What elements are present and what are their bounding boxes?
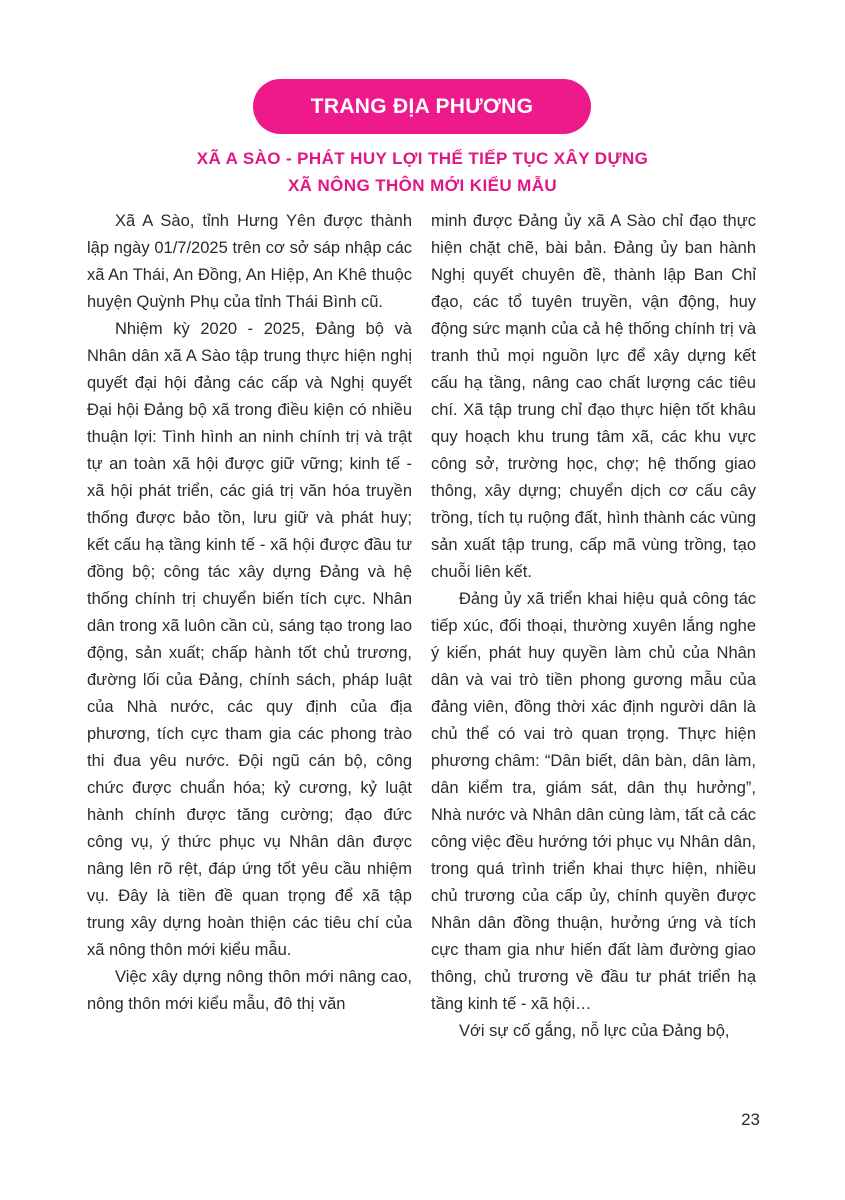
paragraph: Nhiệm kỳ 2020 - 2025, Đảng bộ và Nhân dân xã A Sào tập trung thực hiện nghị quyết đại hội đảng các cấp và Nghị quyết Đại hội Đảng bộ xã trong điều kiện có nhiều thuận lợi: Tình hình an ninh chính trị và trật tự an toàn xã hội được giữ vững; kinh tế - xã hội phát triển, các giá trị văn hóa truyền thống được bảo tồn, lưu giữ và phát huy; kết cấu hạ tầng kinh tế - xã hội được đầu tư đồng bộ; công tác xây dựng Đảng và hệ thống chính trị chuyển biến tích cực. Nhân dân trong xã luôn cần cù, sáng tạo trong lao động, sản xuất; chấp hành tốt chủ trương, đường lối của Đảng, chính sách, pháp luật của Nhà nước, các quy định của địa phương, tích cực tham gia các phong trào thi đua yêu nước. Đội ngũ cán bộ, công chức được chuẩn hóa; kỷ cương, kỷ luật hành chính được tăng cường; đạo đức công vụ, ý thức phục vụ Nhân dân được nâng lên rõ rệt, đáp ứng tốt yêu cầu nhiệm vụ. Đây là tiền đề quan trọng để xã tập trung xây dựng hoàn thiện các tiêu chí của xã nông thôn mới kiểu mẫu. <box>87 320 412 959</box>
right-column <box>431 208 756 1045</box>
article-title-line-2: XÃ NÔNG THÔN MỚI KIỂU MẪU <box>287 176 558 195</box>
section-label: TRANG ĐỊA PHƯƠNG <box>310 94 534 118</box>
section-banner <box>253 79 591 134</box>
paragraph: Xã A Sào, tỉnh Hưng Yên được thành lập ngày 01/7/2025 trên cơ sở sáp nhập các xã An Thái, An Đồng, An Hiệp, An Khê thuộc huyện Quỳnh Phụ của tỉnh Thái Bình cũ. <box>87 212 412 311</box>
paragraph: Với sự cố gắng, nỗ lực của Đảng bộ, <box>459 1022 730 1040</box>
paragraph: minh được Đảng ủy xã A Sào chỉ đạo thực hiện chặt chẽ, bài bản. Đảng ủy ban hành Nghị quyết chuyên đề, thành lập Ban Chỉ đạo, các tổ tuyên truyền, vận động, huy động sức mạnh của cả hệ thống chính trị và tranh thủ mọi nguồn lực để xây dựng kết cấu hạ tầng, nâng cao chất lượng các tiêu chí. Xã tập trung chỉ đạo thực hiện tốt khâu quy hoạch khu trung tâm xã, các khu vực công sở, trường học, chợ; hệ thống giao thông, xây dựng; chuyển dịch cơ cấu cây trồng, tích tụ ruộng đất, hình thành các vùng sản xuất tập trung, cấp mã vùng trồng, tạo chuỗi liên kết. <box>431 212 756 581</box>
article-title-line-1: XÃ A SÀO - PHÁT HUY LỢI THẾ TIẾP TỤC XÂY DỰNG <box>196 149 649 168</box>
paragraph: Việc xây dựng nông thôn mới nâng cao, nông thôn mới kiểu mẫu, đô thị văn <box>87 968 412 1013</box>
left-column <box>87 208 412 1018</box>
paragraph: Đảng ủy xã triển khai hiệu quả công tác tiếp xúc, đối thoại, thường xuyên lắng nghe ý kiến, phát huy quyền làm chủ của Nhân dân và vai trò tiền phong gương mẫu của đảng viên, đồng thời xác định người dân là chủ thể có vai trò quan trọng. Thực hiện phương châm: “Dân biết, dân bàn, dân làm, dân kiểm tra, giám sát, dân thụ hưởng”, Nhà nước và Nhân dân cùng làm, tất cả các công việc đều hướng tới phục vụ Nhân dân, trong quá trình triển khai thực hiện, nhiều chủ trương của cấp ủy, chính quyền được Nhân dân đồng thuận, hưởng ứng và tích cực tham gia như hiến đất làm đường giao thông, chủ trương về đầu tư phát triển hạ tầng kinh tế - xã hội… <box>431 590 756 1013</box>
page-number: 23 <box>741 1110 760 1129</box>
